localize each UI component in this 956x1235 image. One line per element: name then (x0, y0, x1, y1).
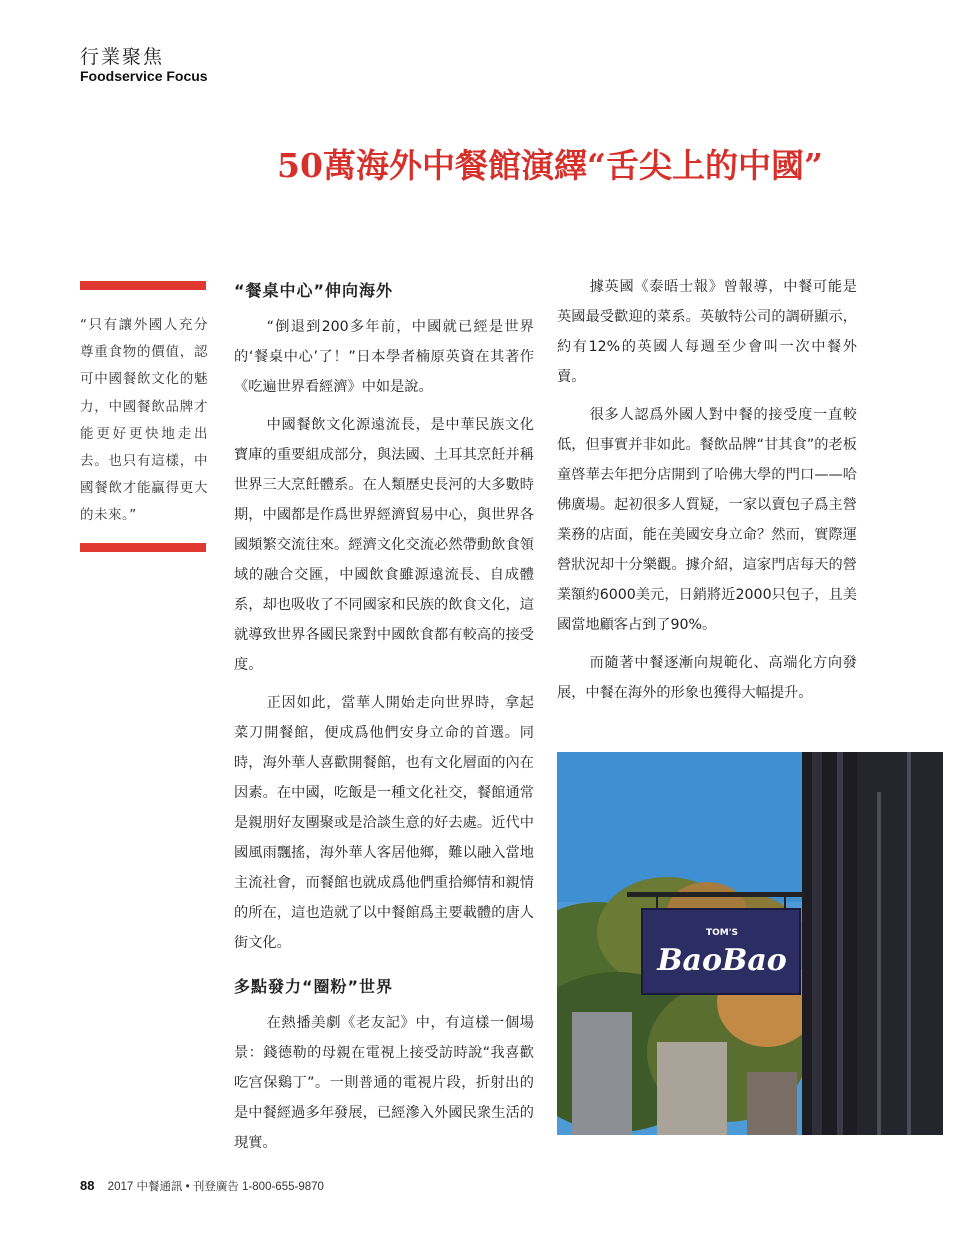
section-heading-2: 多點發力“圈粉”世界 (234, 977, 394, 996)
paragraph: 正因如此，當華人開始走向世界時，拿起菜刀開餐館，便成爲他們安身立命的首選。同時，海外華人喜歡開餐館，也有文化層面的內在因素。在中國，吃飯是一種文化社交，餐館通常是親朋好友團聚或是洽談生意的好去處。近代中國風雨飄搖，海外華人客居他鄉，難以融入當地主流社會，而餐館也就成爲他們重拾鄉情和親情的所在，這也造就了以中餐館爲主要載體的唐人街文化。 (234, 695, 534, 951)
paragraph: 很多人認爲外國人對中餐的接受度一直較低，但事實并非如此。餐飲品牌“甘其食”的老板童啓華去年把分店開到了哈佛大學的門口——哈佛廣場。起初很多人質疑，一家以賣包子爲主營業務的店面，能在美國安身立命？然而，實際運營狀況却十分樂觀。據介紹，這家門店每天的營業額約6000美元，日銷將近2000只包子，且美國當地顧客占到了90%。 (557, 407, 857, 633)
pull-quote: “只有讓外國人充分尊重食物的價值，認可中國餐飲文化的魅力，中國餐飲品牌才能更好更快地走出去。也只有這樣，中國餐飲才能贏得更大的未來。” (80, 317, 208, 524)
footer-text: 2017 中餐通訊 • 刊登廣告 1-800-655-9870 (107, 1181, 324, 1193)
page-footer (80, 1178, 324, 1194)
section-heading-1: “餐桌中心”伸向海外 (234, 281, 394, 300)
paragraph: 在熱播美劇《老友記》中，有這樣一個場景：錢德勒的母親在電視上接受訪時說“我喜歡吃宫保鷄丁”。一則普通的電視片段，折射出的是中餐經過多年發展，已經滲入外國民衆生活的現實。 (234, 1015, 534, 1151)
article-title: 50萬海外中餐館演繹“舌尖上的中國” (277, 146, 823, 185)
article-column-right (557, 272, 857, 716)
paragraph: 中國餐飲文化源遠流長，是中華民族文化寶庫的重要組成部分，與法國、土耳其烹飪并稱世界三大烹飪體系。在人類歷史長河的大多數時期，中國都是作爲世界經濟貿易中心，與世界各國頻繁交流往來。經濟文化交流必然帶動飲食領域的融合交匯，中國飲食雖源遠流長、自成體系，却也吸收了不同國家和民族的飲食文化，這就導致世界各國民衆對中國飲食都有較高的接受度。 (234, 417, 534, 673)
section-label-cn: 行業聚焦 (80, 46, 165, 68)
paragraph: 據英國《泰晤士報》曾報導，中餐可能是英國最受歡迎的菜系。英敏特公司的調研顯示，約有12%的英國人每週至少會叫一次中餐外賣。 (557, 279, 857, 385)
pull-quote-bottom-bar (80, 543, 206, 552)
pull-quote-top-bar (80, 281, 206, 290)
page-number: 88 (80, 1178, 95, 1193)
article-column-left (234, 276, 534, 1166)
paragraph: “倒退到200多年前，中國就已經是世界的‘餐桌中心’了！”日本學者楠原英資在其著作《吃遍世界看經濟》中如是說。 (234, 319, 534, 395)
storefront-photo (557, 752, 943, 1135)
paragraph: 而隨著中餐逐漸向規範化、高端化方向發展，中餐在海外的形象也獲得大幅提升。 (557, 655, 857, 701)
section-label-en: Foodservice Focus (80, 68, 208, 84)
sign-big-text: BaoBao (657, 943, 787, 978)
sign-small-text: TOM'S (706, 928, 738, 938)
